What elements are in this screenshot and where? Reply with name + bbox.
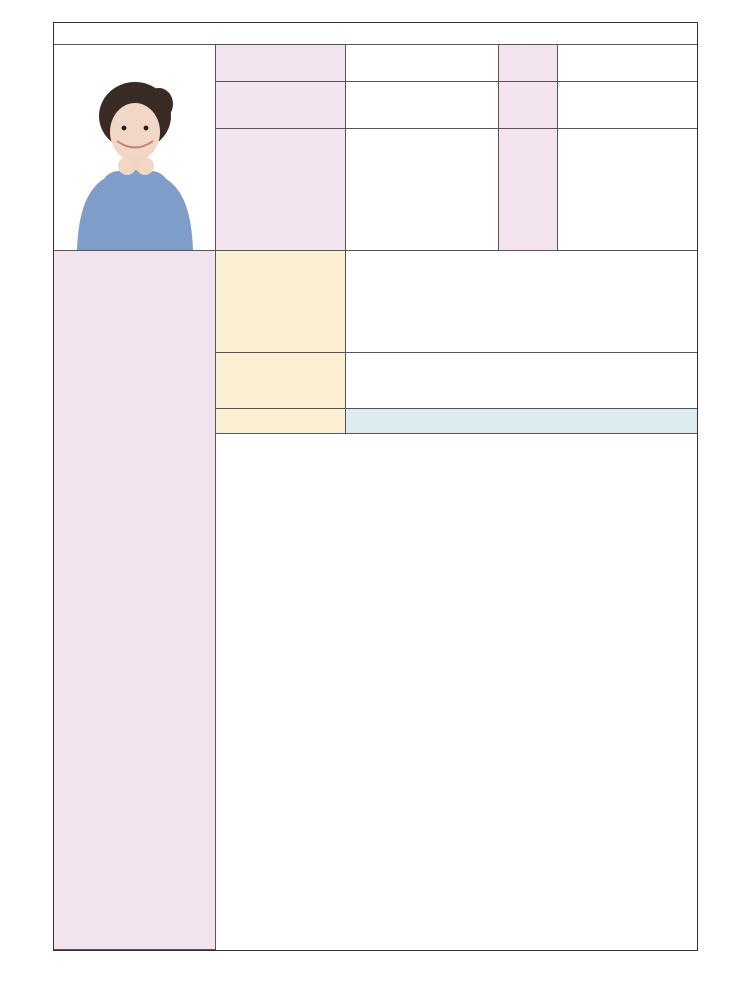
name-value <box>346 45 499 82</box>
career-section-label <box>54 251 216 950</box>
position-list <box>346 251 697 353</box>
education-list <box>346 353 697 409</box>
birth-value <box>346 129 499 251</box>
name-label <box>216 45 346 82</box>
profile-photo <box>54 45 216 251</box>
document-title <box>54 23 697 45</box>
resume-document <box>53 22 698 951</box>
gender-label <box>499 45 558 82</box>
portrait-image <box>55 46 215 250</box>
position-label <box>216 251 346 353</box>
address-label <box>216 82 346 129</box>
education-label <box>216 353 346 409</box>
email-value <box>558 129 697 251</box>
contact-label <box>499 82 558 129</box>
period-header <box>216 409 346 434</box>
address-value <box>346 82 499 129</box>
history-header <box>346 409 697 434</box>
contact-value <box>558 82 697 129</box>
birth-label <box>216 129 346 251</box>
email-label <box>499 129 558 251</box>
gender-value <box>558 45 697 82</box>
